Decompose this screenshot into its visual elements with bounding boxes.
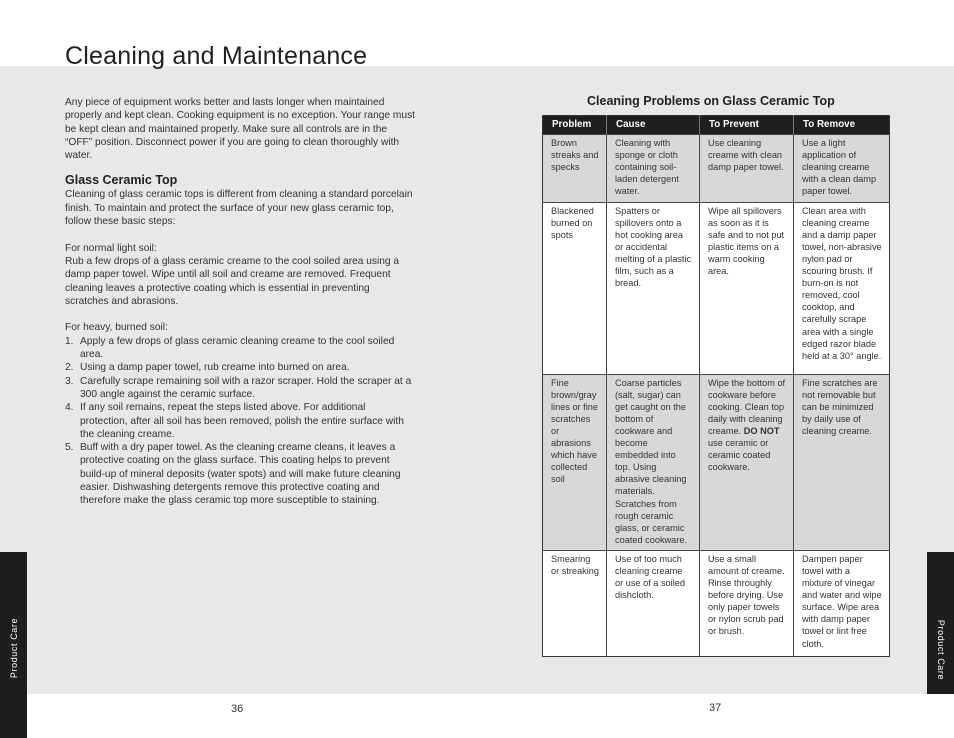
left-column — [65, 96, 415, 508]
cell-remove: Use a light application of cleaning creame with a clean damp paper towel. — [794, 135, 890, 202]
cell-prevent: Use cleaning creame with clean damp paper towel. — [700, 135, 794, 202]
step-item: 2. Using a damp paper towel, rub creame into burned on area. — [65, 362, 350, 374]
glass-ceramic-heading: Glass Ceramic Top — [65, 173, 178, 188]
header-problem: Problem — [543, 116, 607, 135]
table-row — [543, 202, 890, 374]
heavy-soil-label: For heavy, burned soil: — [65, 322, 168, 334]
header-to-prevent: To Prevent — [700, 116, 794, 135]
light-soil-label: For normal light soil: — [65, 242, 157, 254]
cell-problem: Blackened burned on spots — [543, 202, 607, 374]
do-not-emphasis: DO NOT — [743, 425, 780, 436]
table-row — [543, 550, 890, 656]
light-soil-paragraph: Rub a few drops of a glass ceramic creame to the cool soiled area using a damp paper towel. Wipe until all soil and creame are removed. Frequent cleaning leaves a protective coating which is essential in preventing scratches and abrasions. — [65, 255, 400, 307]
cell-prevent: Wipe all spillovers as soon as it is safe and to not put plastic items on a warm cooking area. — [700, 202, 794, 374]
bottom-band — [0, 694, 954, 738]
table-header-row — [543, 116, 890, 135]
cell-cause: Spatters or spillovers onto a hot cooking area or accidental melting of a plastic film, such as a bread. — [607, 202, 700, 374]
table-title: Cleaning Problems on Glass Ceramic Top — [587, 94, 835, 108]
cell-remove: Dampen paper towel with a mixture of vinegar and water and wipe surface. Wipe area with damp paper towel or lint free cloth. — [794, 550, 890, 656]
page-number-right: 37 — [709, 702, 722, 714]
header-cause: Cause — [607, 116, 700, 135]
step-item: 1. Apply a few drops of glass ceramic cleaning creame to the cool soiled area. — [65, 335, 395, 361]
step-item: 3. Carefully scrape remaining soil with a razor scraper. Hold the scraper at a 300 angle against the ceramic surface. — [65, 375, 412, 400]
side-tab-left — [0, 552, 27, 738]
cell-problem: Smearing or streaking — [543, 550, 607, 656]
side-tab-label: Product Care — [8, 617, 19, 679]
cell-problem: Fine brown/gray lines or fine scratches or abrasions which have collected soil — [543, 374, 607, 550]
cell-problem: Brown streaks and specks — [543, 135, 607, 202]
side-tab-label: Product Care — [935, 619, 946, 681]
cell-prevent: Wipe the bottom of cookware before cooking. Clean top daily with cleaning creame. DO NOT use ceramic or ceramic coated cookware. — [700, 374, 794, 550]
glass-ceramic-paragraph: Cleaning of glass ceramic tops is different from cleaning a standard porcelain finish. To maintain and protect the surface of your new glass ceramic top, follow these basic steps: — [65, 189, 413, 228]
intro-paragraph: Any piece of equipment works better and lasts longer when maintained properly and kept clean. Cooking equipment is no exception. Your range must be kept clean and maintained properly. Make sure all controls are in the “OFF” position. Disconnect power if you are going to clean thoroughly with water. — [65, 97, 415, 162]
page-number-left: 36 — [231, 703, 244, 715]
table-row — [543, 135, 890, 202]
step-item: 5. Buff with a dry paper towel. As the cleaning creame cleans, it leaves a protective coating on the glass surface. This coating helps to prevent build-up of mineral deposits (water spots) and will make future cleaning easier. Dishwashing detergents remove this protective coating and therefore make the glass ceramic top more susceptible to staining. — [65, 442, 401, 507]
table-row — [543, 374, 890, 550]
cell-remove: Fine scratches are not removable but can be minimized by daily use of cleaning creame. — [794, 374, 890, 550]
side-tab-right — [927, 552, 954, 694]
cell-cause: Cleaning with sponge or cloth containing soil-laden detergent water. — [607, 135, 700, 202]
page-title: Cleaning and Maintenance — [65, 42, 368, 70]
cell-remove: Clean area with cleaning creame and a damp paper towel, non-abrasive nylon pad or scouring brush. If burn-on is not removed, cool cooktop, and carefully scrape area with a single edged razor blade held at a 30° angle. — [794, 202, 890, 374]
cell-cause: Use of too much cleaning creame or use of a soiled dishcloth. — [607, 550, 700, 656]
cell-prevent: Use a small amount of creame. Rinse throughly before drying. Use only paper towels or nylon scrub pad or brush. — [700, 550, 794, 656]
step-item: 4. If any soil remains, repeat the steps listed above. For additional protection, after all soil has been removed, polish the entire surface with the cleaning creame. — [65, 402, 404, 440]
cleaning-problems-table — [542, 115, 890, 657]
header-to-remove: To Remove — [794, 116, 890, 135]
heavy-soil-steps — [65, 335, 415, 508]
cell-cause: Coarse particles (salt, sugar) can get caught on the bottom of cookware and become embedded into top. Using abrasive cleaning materials. Scratches from rough ceramic glass, or ceramic coated cookware. — [607, 374, 700, 550]
